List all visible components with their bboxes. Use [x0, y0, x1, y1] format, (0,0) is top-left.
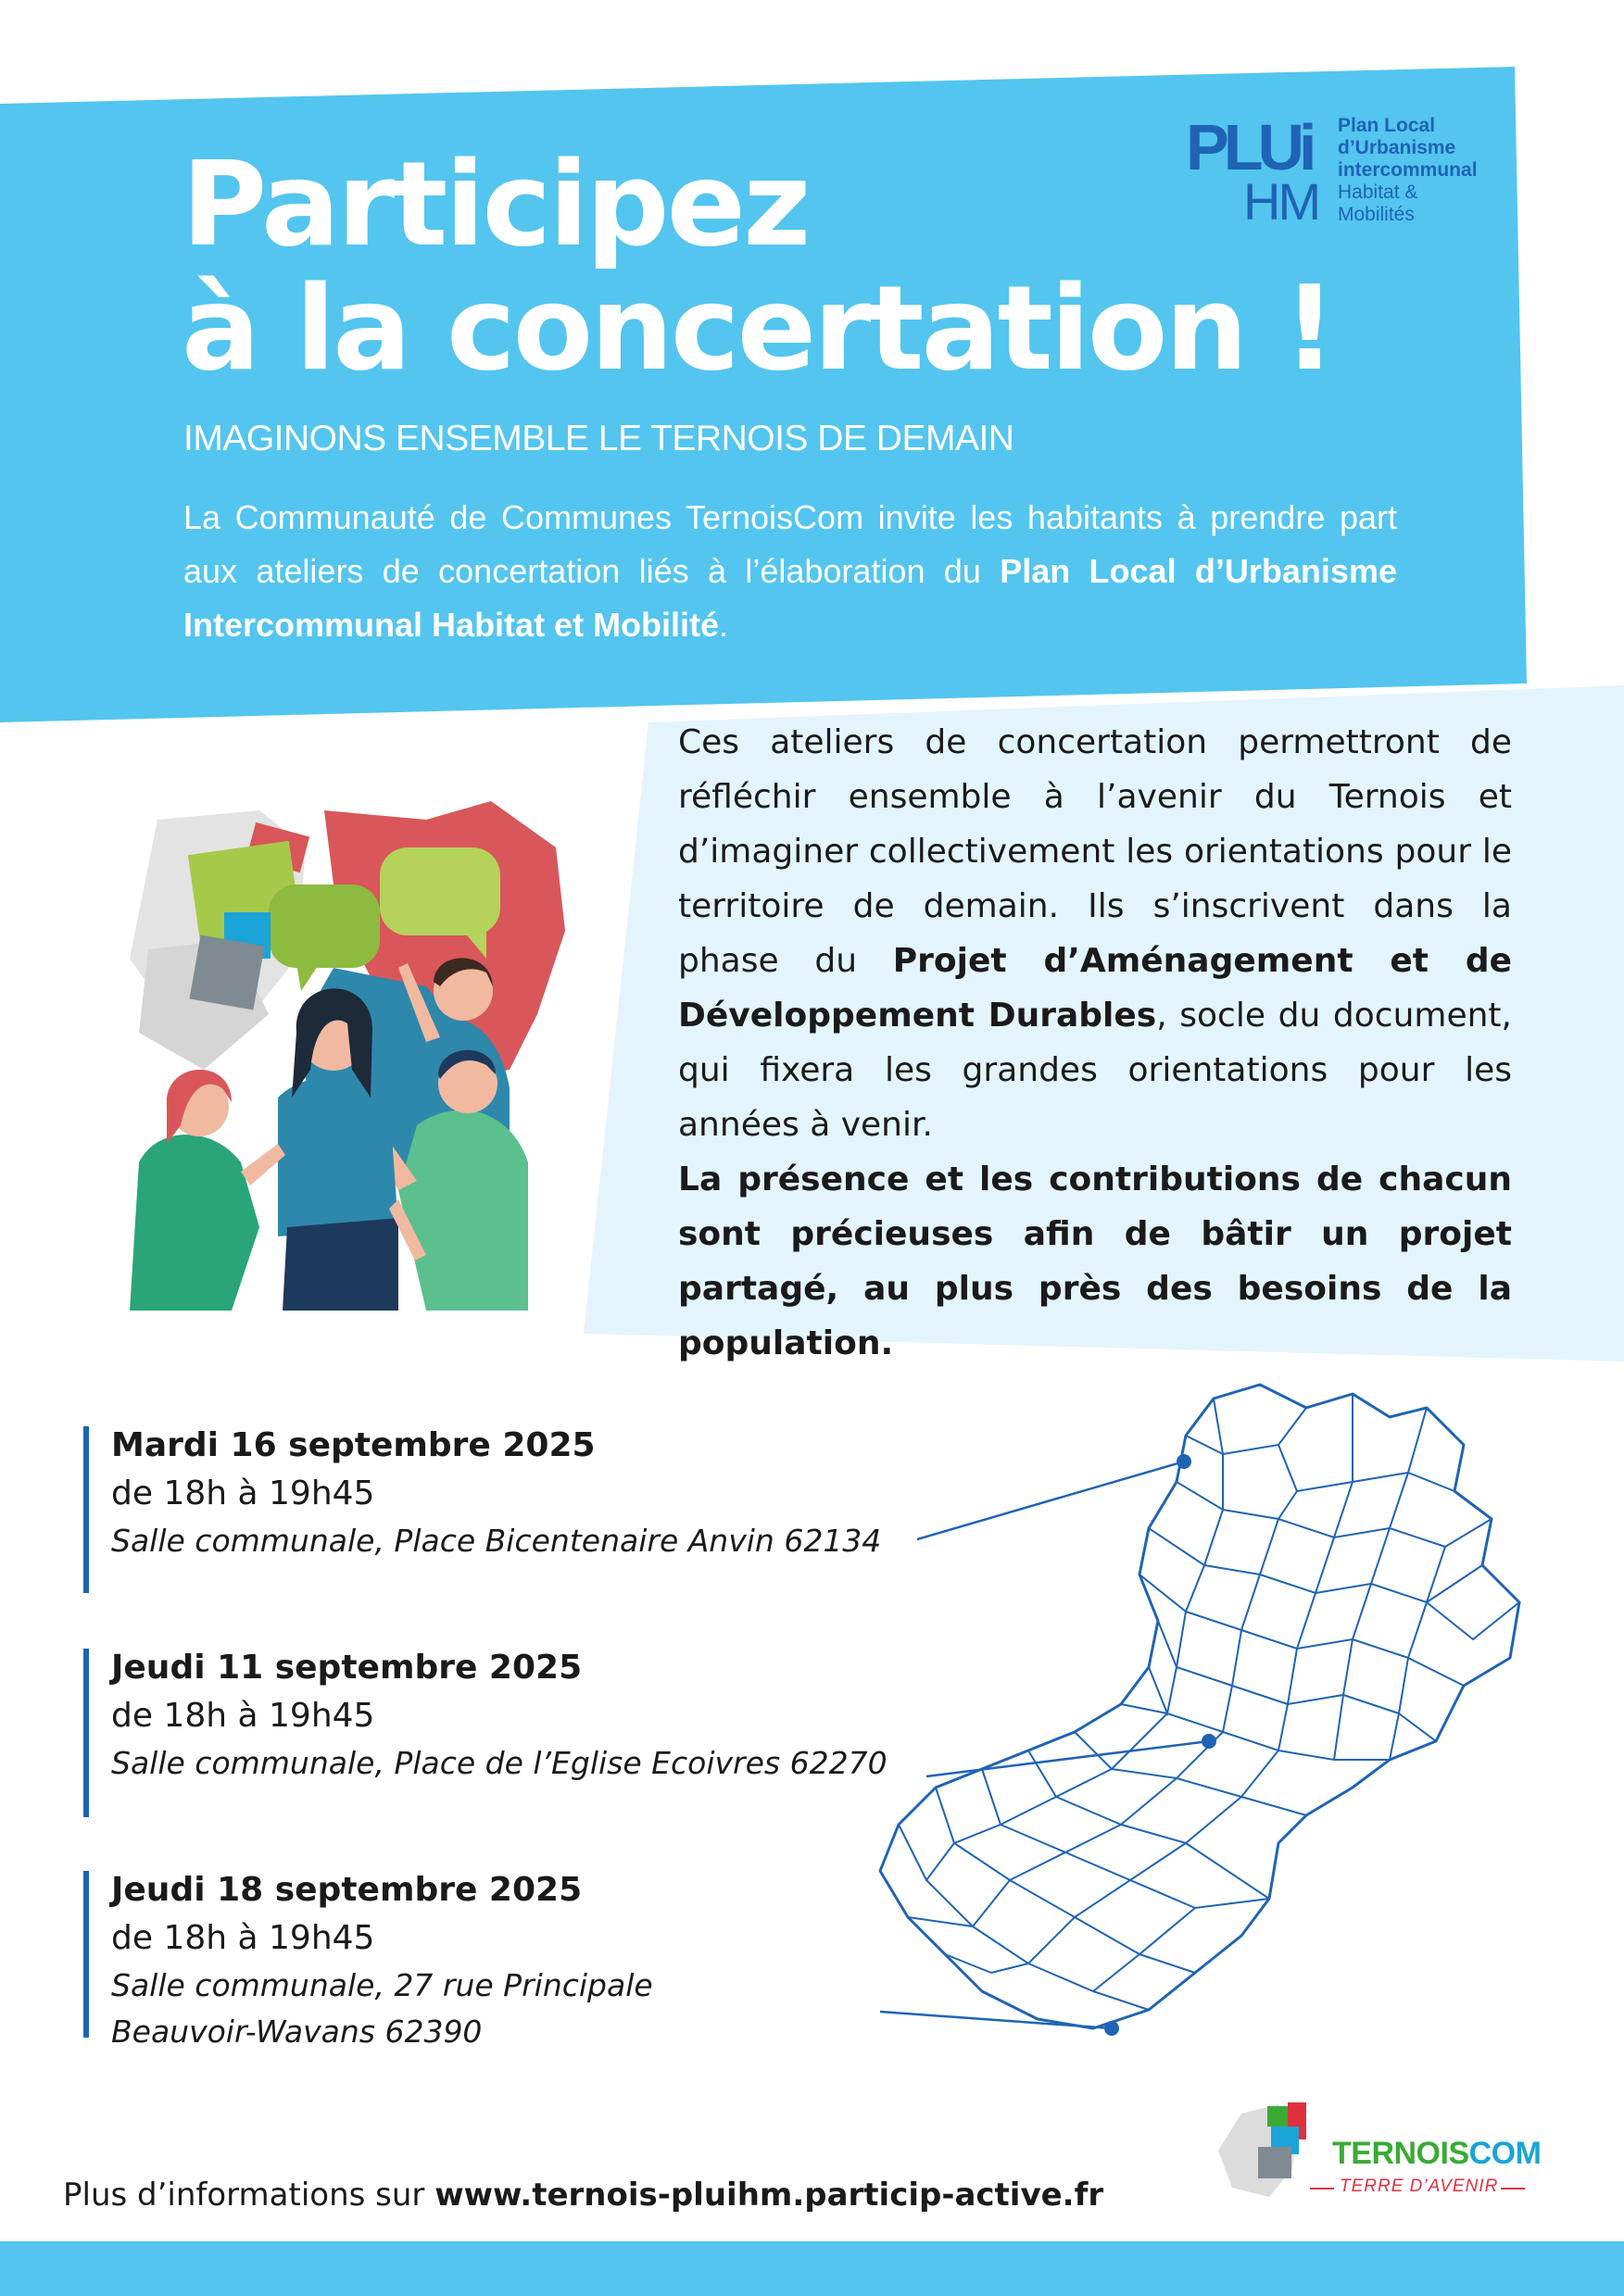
description-closing: La présence et les contributions de chacun sont précieuses afin de bâtir un projet partagé, au plus près des besoins de la population. [678, 1161, 1512, 1362]
pluihm-line-3: intercommunal [1338, 159, 1478, 181]
event-2-place: Salle communale, Place de l’Eglise Ecoivres 62270 [111, 1745, 888, 1781]
ternoiscom-name [1332, 2136, 1541, 2172]
title-line-1: Participez [182, 136, 809, 272]
more-info-label: Plus d’informations sur [63, 2177, 435, 2214]
ternoiscom-tagline: TERRE D’AVENIR [1340, 2177, 1499, 2196]
description-paragraph [678, 715, 1512, 1152]
territory-map [871, 1380, 1556, 2102]
pluihm-line-2: d’Urbanisme [1338, 137, 1456, 158]
event-3-place: Salle communale, 27 rue Principale [111, 1967, 653, 2003]
event-2-bar [83, 1649, 89, 1817]
more-info [63, 2177, 1103, 2214]
commune-boundaries [899, 1394, 1519, 2019]
tagline-rule-left [1310, 2188, 1334, 2189]
tagline-rule-right [1501, 2188, 1525, 2189]
description-part-2: , socle du document, qui fixera les grandes orientations pour les années à venir. [678, 997, 1512, 1144]
title-line-2: à la concertation ! [182, 260, 1334, 396]
pluihm-logo-hm: HM [1243, 172, 1319, 231]
description-part-1: Ces ateliers de concertation permettront de réfléchir ensemble à l’avenir du Ternois et d’imaginer collectivement les orientations pour le territoire de demain. Ils s’inscrivent dans la phase du [678, 723, 1512, 980]
event-3-place-line2: Beauvoir-Wavans 62390 [111, 2014, 483, 2050]
pluihm-logo-text [1338, 115, 1478, 226]
pluihm-line-1: Plan Local [1338, 115, 1436, 136]
intro-end: . [719, 606, 729, 644]
description-bold: Projet d’Aménagement et de Développement Durables [678, 942, 1513, 1035]
people-illustration [120, 792, 621, 1311]
event-3-date: Jeudi 18 septembre 2025 [111, 1871, 583, 1909]
intro-bold: Plan Local d’Urbanisme Intercommunal Habitat et Mobilité [183, 552, 1397, 644]
ternoiscom-name-b: COM [1468, 2136, 1542, 2171]
more-info-url[interactable]: www.ternois-pluihm.particip-active.fr [434, 2177, 1104, 2214]
event-1-bar [83, 1426, 89, 1593]
pluihm-line-5: Mobilités [1338, 204, 1415, 225]
event-2-time: de 18h à 19h45 [111, 1697, 375, 1735]
event-1-date: Mardi 16 septembre 2025 [111, 1426, 596, 1464]
location-marker-beauvoir-wavans [1104, 2021, 1119, 2036]
event-1-time: de 18h à 19h45 [111, 1474, 375, 1512]
territory-outline [880, 1385, 1519, 2028]
intro-text: La Communauté de Communes TernoisCom invite les habitants à prendre part aux ateliers de concertation liés à l’élaboration du [183, 498, 1397, 590]
pluihm-logo-mark: PLUi [1186, 111, 1312, 183]
ternoiscom-logo [1214, 2095, 1547, 2206]
pluihm-logo [1186, 111, 1519, 235]
bottom-band [0, 2241, 1624, 2296]
hero-banner [0, 0, 1624, 741]
pluihm-line-4: Habitat & [1338, 182, 1418, 203]
location-marker-anvin [1177, 1454, 1191, 1469]
description-text [678, 715, 1512, 1371]
location-marker-ecoivres [1202, 1734, 1216, 1749]
person-left [130, 1070, 285, 1311]
event-2-date: Jeudi 11 septembre 2025 [111, 1649, 583, 1687]
ternoiscom-name-a: TERNOIS [1332, 2136, 1469, 2171]
subtitle: IMAGINONS ENSEMBLE LE TERNOIS DE DEMAIN [183, 419, 1014, 458]
ternoiscom-emblem [1214, 2095, 1334, 2206]
event-3-time: de 18h à 19h45 [111, 1919, 375, 1957]
intro-paragraph [183, 491, 1397, 652]
event-1-place: Salle communale, Place Bicentenaire Anvin 62134 [111, 1523, 882, 1559]
event-3-bar [83, 1871, 89, 2038]
